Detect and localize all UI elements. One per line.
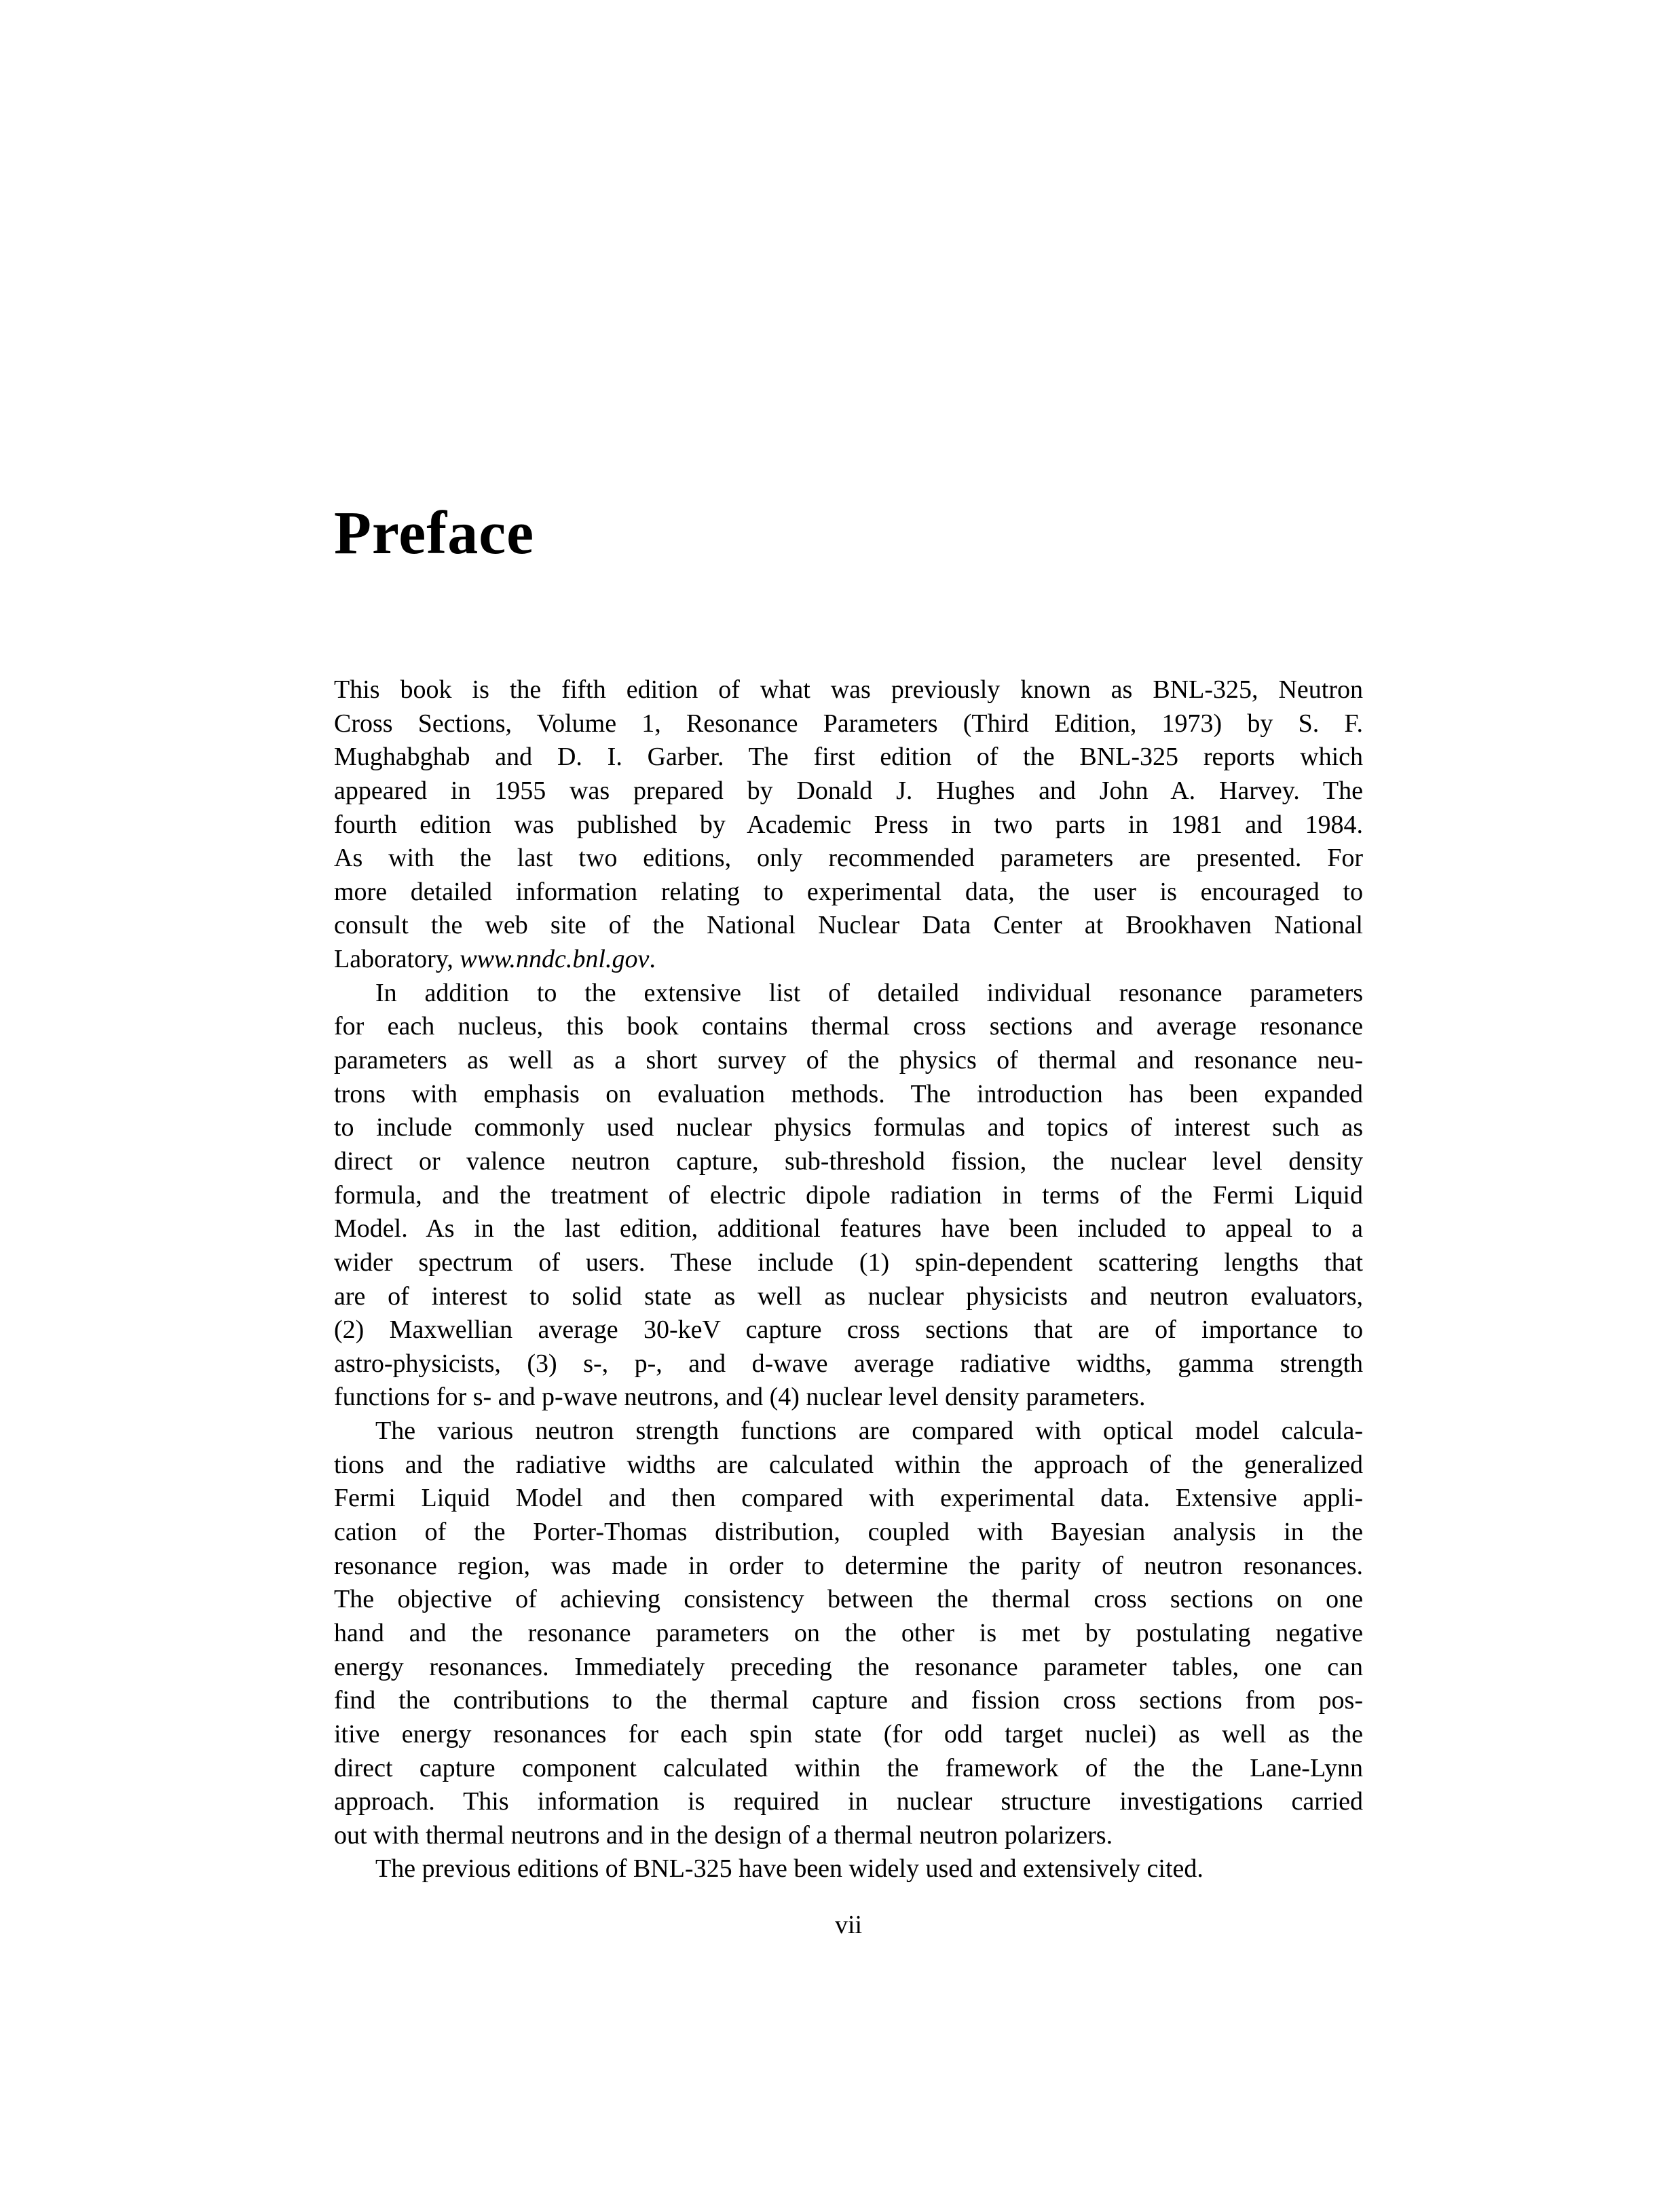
paragraph-2 [334,977,1363,1415]
text-line: resonance region, was made in order to determine the parity of neutron resonances. [334,1551,1363,1580]
preface-text [334,673,1363,1886]
text-segment: Laboratory, [334,945,460,974]
text-line: astro-physicists, (3) s-, p-, and d-wave average radiative widths, gamma strength [334,1349,1363,1378]
text-line: Model. As in the last edition, additional features have been included to appeal to a [334,1214,1363,1243]
text-line: (2) Maxwellian average 30-keV capture cross sections that are of importance to [334,1315,1363,1345]
text-line [334,943,1363,977]
text-line: This book is the fifth edition of what was previously known as BNL-325, Neutron [334,675,1363,704]
text-line: The various neutron strength functions are compared with optical model calcula- [375,1417,1363,1446]
text-line: direct or valence neutron capture, sub-threshold fission, the nuclear level density [334,1146,1363,1176]
text-line: find the contributions to the thermal capture and fission cross sections from pos- [334,1686,1363,1715]
page-number: vii [834,1911,863,1939]
text-line: tions and the radiative widths are calculated within the approach of the generalized [334,1450,1363,1479]
text-line: for each nucleus, this book contains thermal cross sections and average resonance [334,1012,1363,1041]
text-line: energy resonances. Immediately preceding the resonance parameter tables, one can [334,1652,1363,1681]
text-line: The previous editions of BNL-325 have been widely used and extensively cited. [375,1854,1203,1884]
text-line: Cross Sections, Volume 1, Resonance Parameters (Third Edition, 1973) by S. F. [334,709,1363,738]
paragraph-4 [334,1852,1363,1886]
text-line: trons with emphasis on evaluation methods. The introduction has been expanded [334,1079,1363,1108]
text-line: approach. This information is required in nuclear structure investigations carried [334,1787,1363,1816]
text-line: to include commonly used nuclear physics formulas and topics of interest such as [334,1113,1363,1142]
text-line: functions for s- and p-wave neutrons, and (4) nuclear level density parameters. [334,1383,1146,1412]
text-line: out with thermal neutrons and in the design of a thermal neutron polarizers. [334,1820,1113,1850]
text-line: The objective of achieving consistency between the thermal cross sections on one [334,1585,1363,1614]
text-line: formula, and the treatment of electric dipole radiation in terms of the Fermi Liquid [334,1180,1363,1210]
text-line: Fermi Liquid Model and then compared with experimental data. Extensive appli- [334,1484,1363,1513]
text-line: hand and the resonance parameters on the other is met by postulating negative [334,1618,1363,1647]
text-line: consult the web site of the National Nuclear Data Center at Brookhaven National [334,911,1363,940]
page-title: Preface [334,500,535,567]
paragraph-1 [334,673,1363,977]
text-line: itive energy resonances for each spin state (for odd target nuclei) as well as the [334,1719,1363,1748]
text-line: In addition to the extensive list of detailed individual resonance parameters [375,978,1363,1007]
text-line: more detailed information relating to experimental data, the user is encouraged to [334,877,1363,906]
text-line: As with the last two editions, only recommended parameters are presented. For [334,844,1363,873]
text-segment: . [649,945,656,974]
text-line: parameters as well as a short survey of the physics of thermal and resonance neu- [334,1046,1363,1075]
text-line: fourth edition was published by Academic Press in two parts in 1981 and 1984. [334,810,1363,839]
text-line: cation of the Porter-Thomas distribution, coupled with Bayesian analysis in the [334,1518,1363,1547]
text-line: are of interest to solid state as well as nuclear physicists and neutron evaluators, [334,1281,1363,1311]
text-line: Mughabghab and D. I. Garber. The first edition of the BNL-325 reports which [334,743,1363,772]
website-url: www.nndc.bnl.gov [460,945,650,974]
text-line: direct capture component calculated within the framework of the the Lane-Lynn [334,1753,1363,1782]
paragraph-3 [334,1415,1363,1852]
text-line: appeared in 1955 was prepared by Donald J. Hughes and John A. Harvey. The [334,776,1363,805]
text-line: wider spectrum of users. These include (1) spin-dependent scattering lengths that [334,1248,1363,1277]
